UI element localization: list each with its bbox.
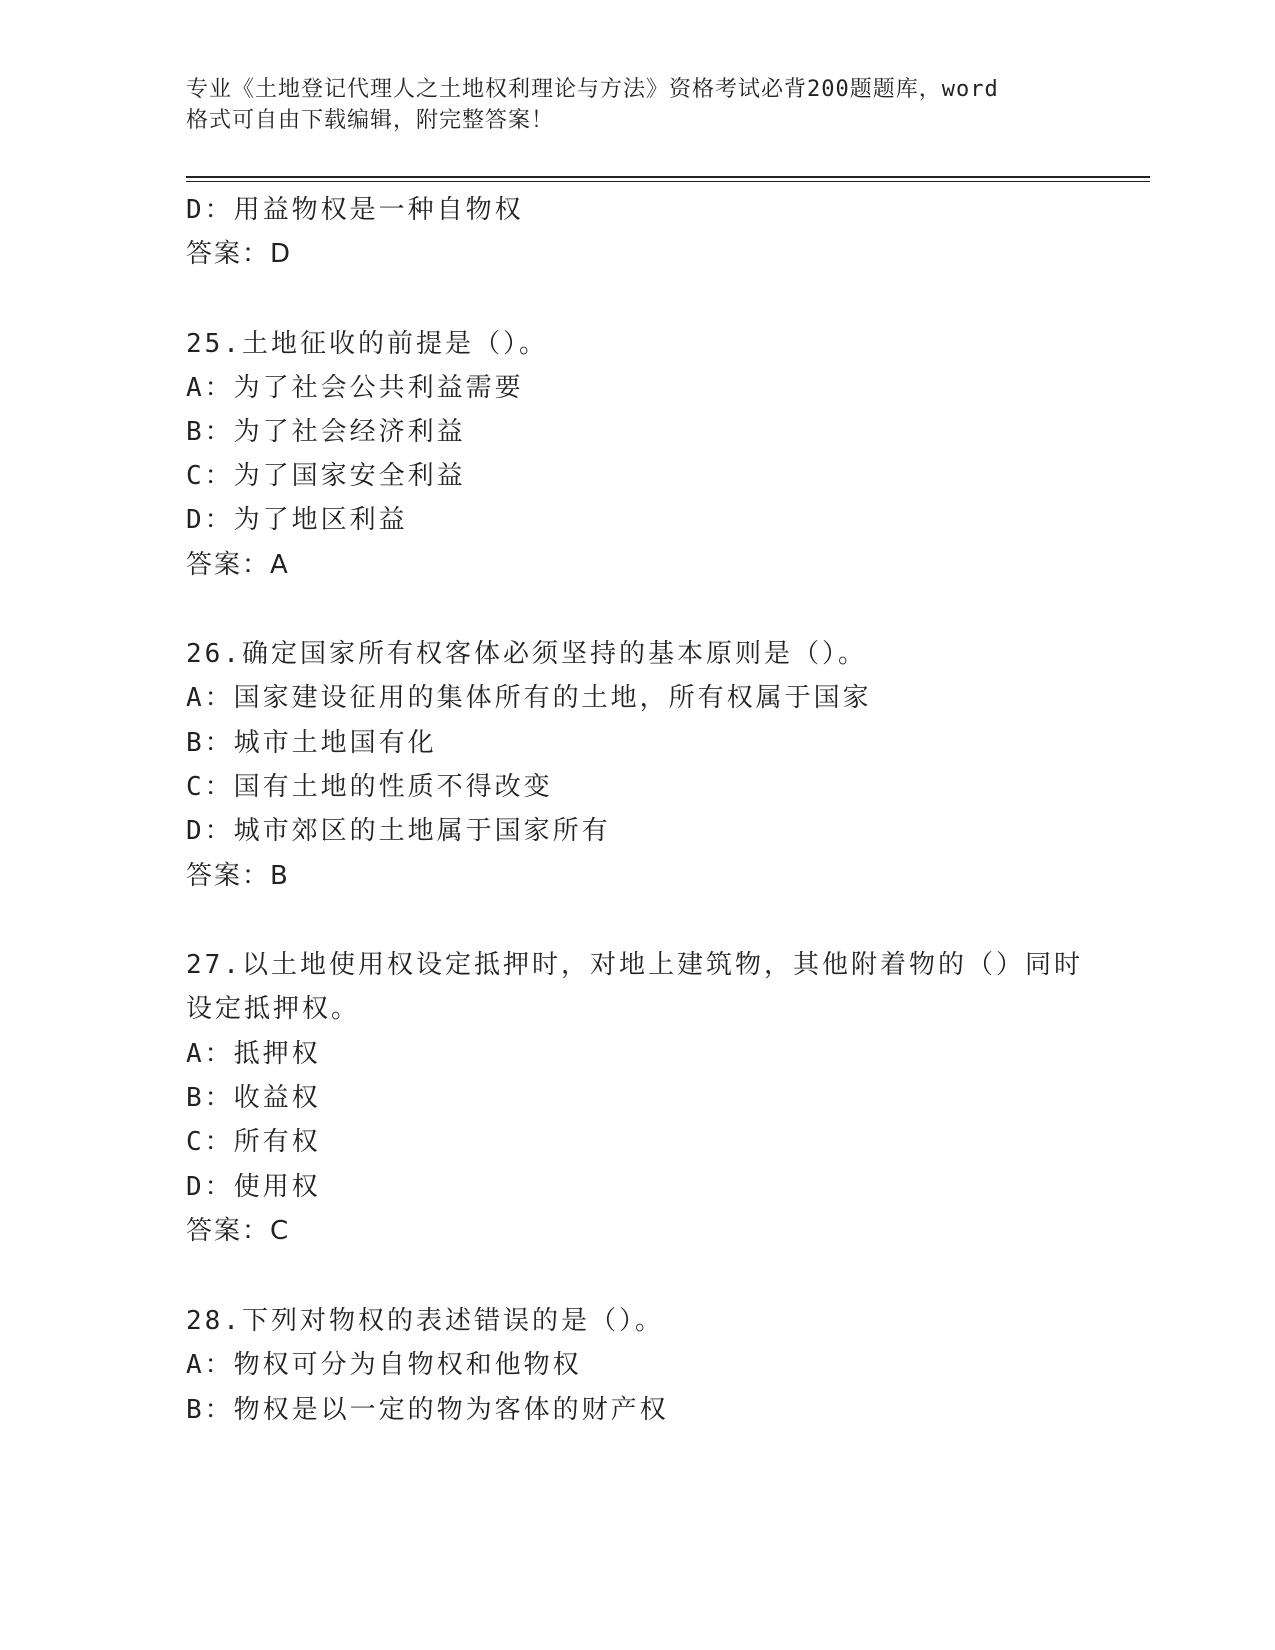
option-b: B：物权是以一定的物为客体的财产权 xyxy=(186,1395,669,1425)
option-b: B：收益权 xyxy=(186,1083,321,1113)
option-b: B：为了社会经济利益 xyxy=(186,417,466,447)
question-stem-line-1: 27.以土地使用权设定抵押时，对地上建筑物，其他附着物的（）同时 xyxy=(186,950,1083,980)
answer-line: 答案：B xyxy=(186,861,290,891)
question-stem: 28.下列对物权的表述错误的是（）。 xyxy=(186,1306,664,1336)
question-stem: 25.土地征收的前提是（）。 xyxy=(186,329,548,359)
document-header xyxy=(186,74,1066,136)
option-a: A：国家建设征用的集体所有的土地，所有权属于国家 xyxy=(186,683,872,713)
question-stem: 26.确定国家所有权客体必须坚持的基本原则是（）。 xyxy=(186,639,867,669)
header-divider-thick xyxy=(186,176,1150,178)
option-d: D：为了地区利益 xyxy=(186,505,408,535)
option-c: C：为了国家安全利益 xyxy=(186,461,466,491)
option-c: C：国有土地的性质不得改变 xyxy=(186,772,553,802)
option-b: B：城市土地国有化 xyxy=(186,728,437,758)
option-d: D：用益物权是一种自物权 xyxy=(186,195,524,225)
option-a: A：物权可分为自物权和他物权 xyxy=(186,1350,582,1380)
answer-line: 答案：D xyxy=(186,239,293,269)
header-line-2: 格式可自由下载编辑，附完整答案！ xyxy=(186,108,555,133)
option-d: D：城市郊区的土地属于国家所有 xyxy=(186,816,611,846)
answer-line: 答案：A xyxy=(186,550,290,580)
answer-line: 答案：C xyxy=(186,1216,291,1246)
header-line-1: 专业《土地登记代理人之土地权利理论与方法》资格考试必背200题题库，word xyxy=(186,77,999,102)
option-a: A：抵押权 xyxy=(186,1039,321,1069)
option-d: D：使用权 xyxy=(186,1172,321,1202)
question-stem-line-2: 设定抵押权。 xyxy=(186,994,361,1024)
header-divider-thin xyxy=(186,181,1150,182)
option-a: A：为了社会公共利益需要 xyxy=(186,373,524,403)
option-c: C：所有权 xyxy=(186,1127,321,1157)
